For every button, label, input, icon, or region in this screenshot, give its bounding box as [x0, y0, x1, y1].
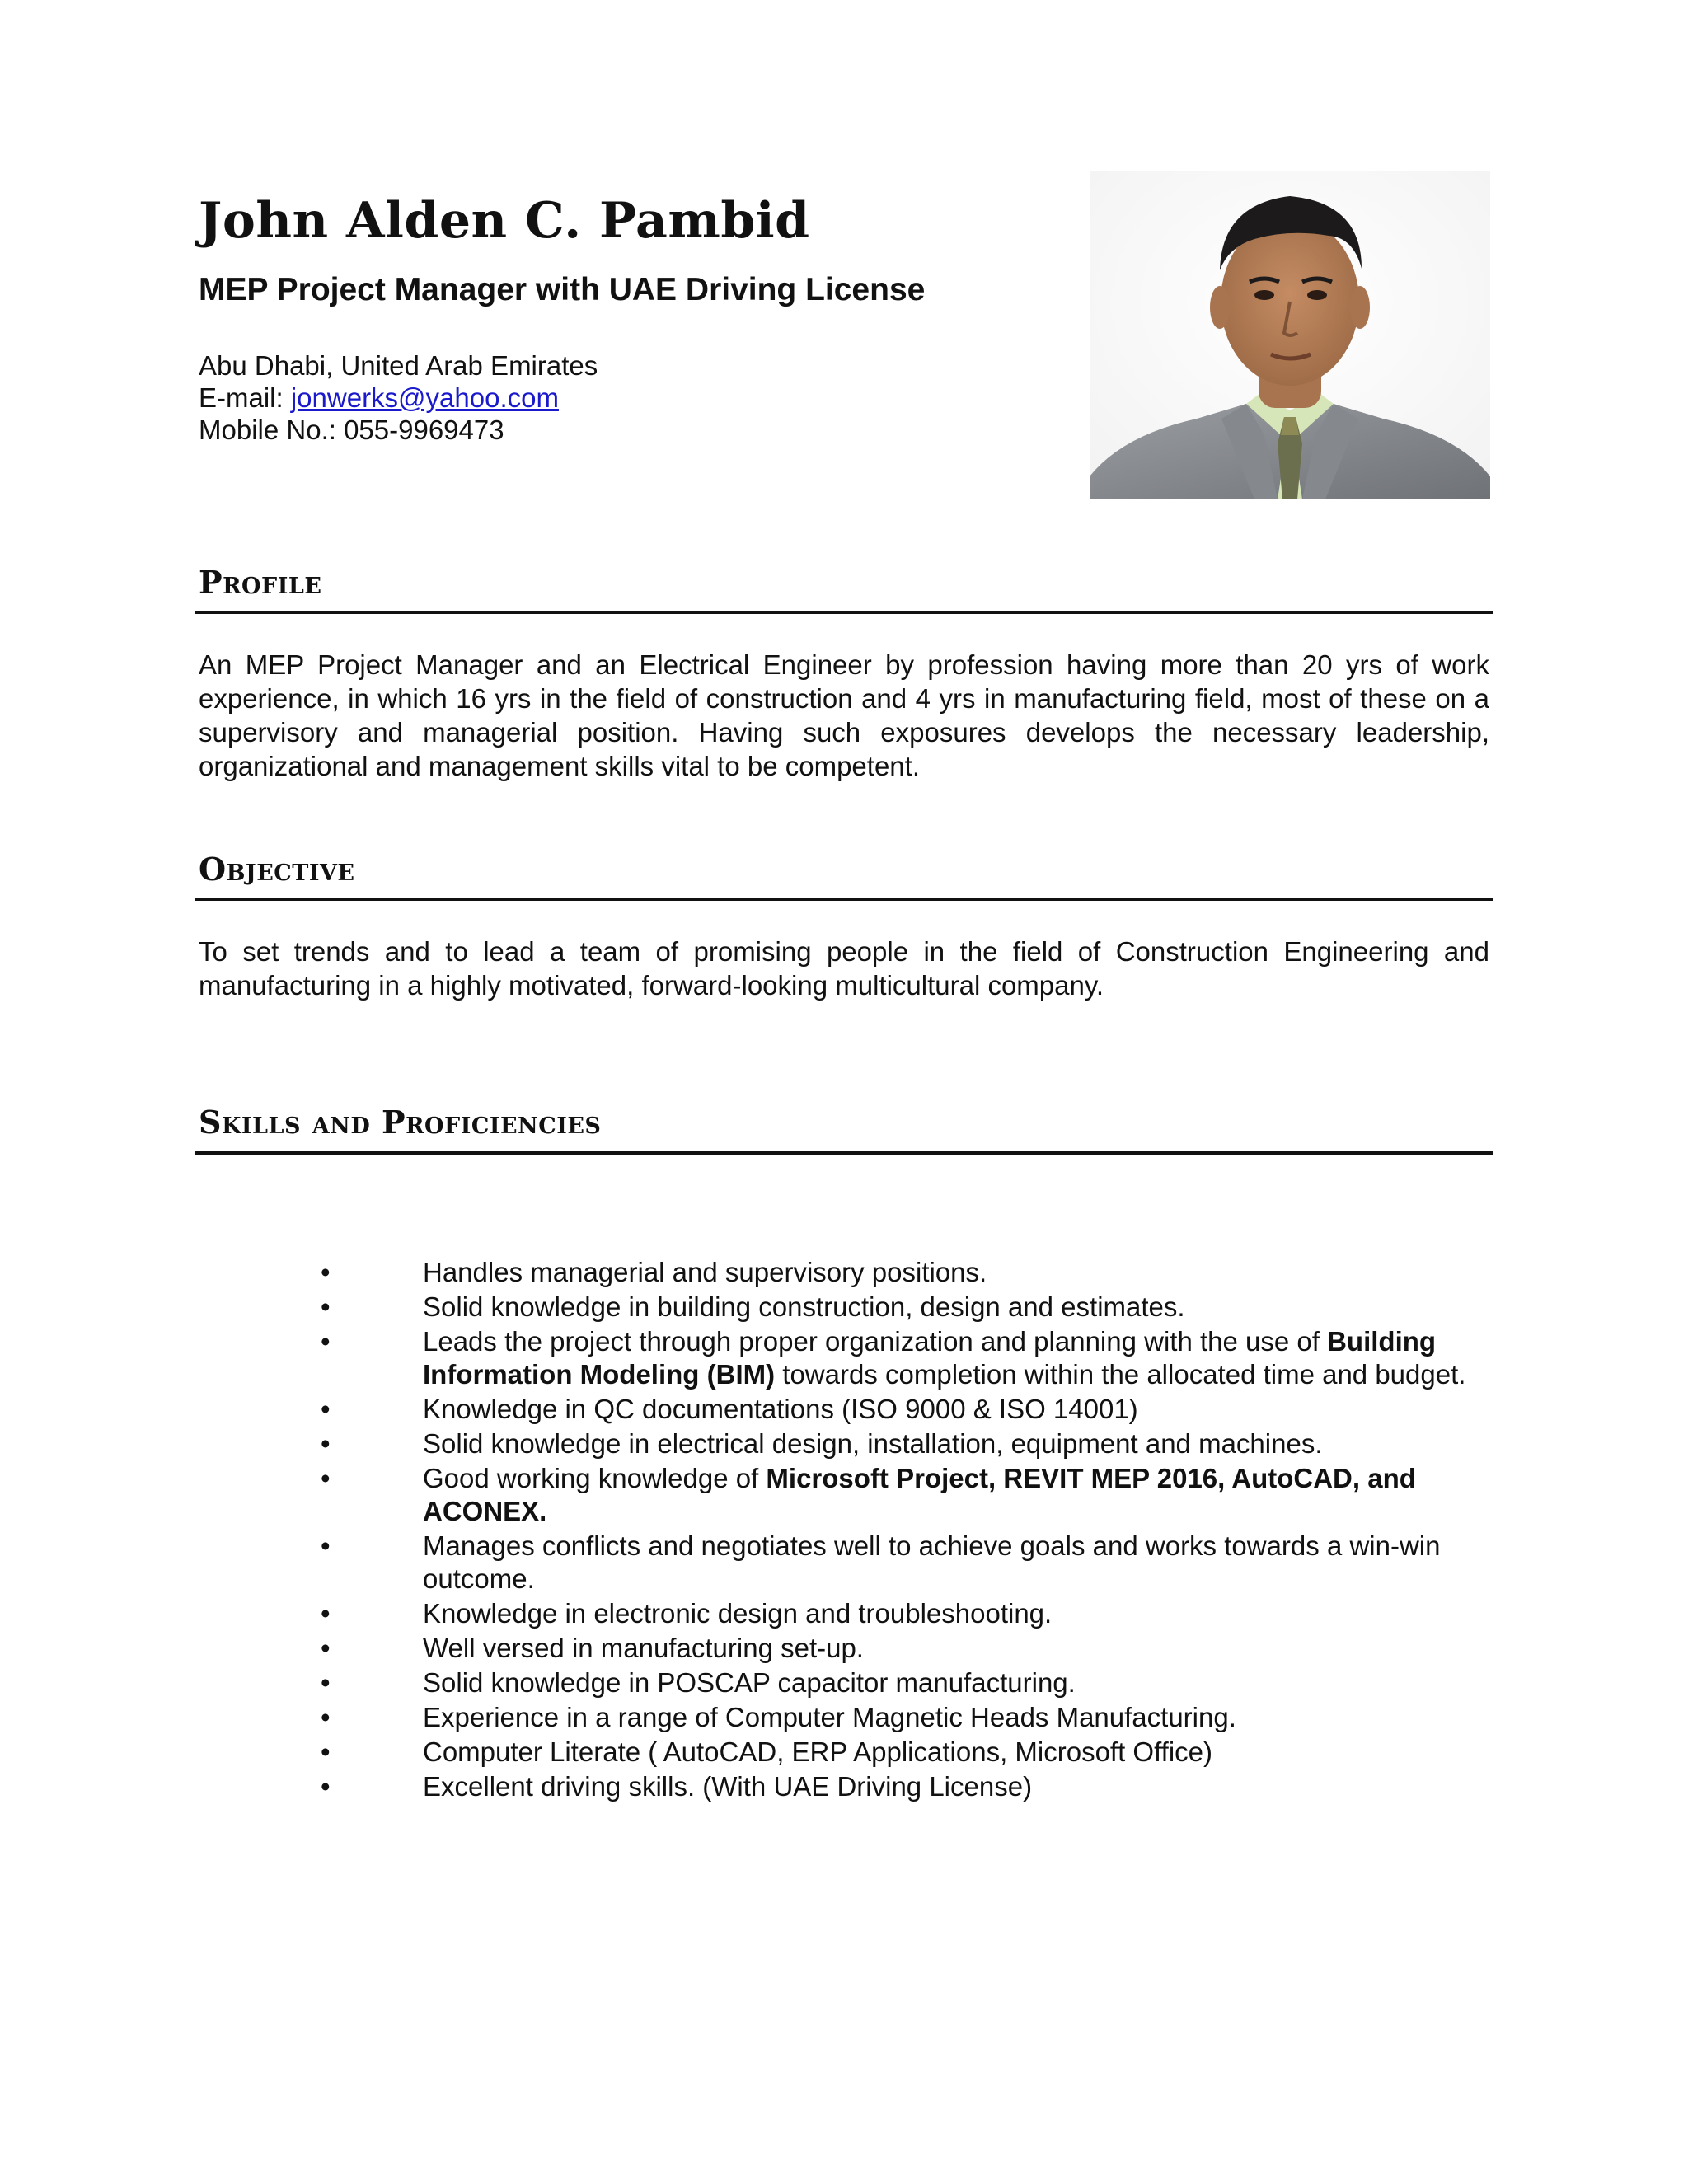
skills-divider: [195, 1151, 1493, 1155]
mobile-text: Mobile No.: 055-9969473: [199, 415, 504, 445]
skill-text: Solid knowledge in electrical design, installation, equipment and machines.: [423, 1428, 1323, 1459]
objective-heading: Objective: [199, 851, 355, 888]
profile-text: An MEP Project Manager and an Electrical Engineer by profession having more than 20 yrs of work experience, in which 16 yrs in the field of construction and 4 yrs in manufacturing field, most of these on a supervisory and managerial position. Having such exposures develops the necessary leadership, organizational and management skills vital to be competent.: [199, 649, 1489, 781]
skill-text: Experience in a range of Computer Magnetic Heads Manufacturing.: [423, 1702, 1236, 1732]
bullet-icon: •: [321, 1530, 331, 1561]
skill-text: Leads the project through proper organization and planning with the use of: [423, 1326, 1328, 1357]
bullet-icon: •: [321, 1394, 331, 1424]
skill-item: [199, 1256, 1493, 1289]
skill-item: [199, 1666, 1493, 1699]
bullet-icon: •: [321, 1257, 331, 1287]
skill-text: Well versed in manufacturing set-up.: [423, 1633, 864, 1663]
skill-item: [199, 1597, 1493, 1630]
skill-item: [199, 1530, 1493, 1596]
skill-text: Knowledge in QC documentations (ISO 9000 & ISO 14001): [423, 1394, 1138, 1424]
candidate-name: John Alden C. Pambid: [199, 192, 810, 250]
skill-text: Solid knowledge in POSCAP capacitor manufacturing.: [423, 1667, 1076, 1698]
skill-text: Manages conflicts and negotiates well to achieve goals and works towards a win-win outcome.: [423, 1530, 1441, 1594]
bullet-icon: •: [321, 1598, 331, 1629]
skill-item: [199, 1632, 1493, 1665]
email-link[interactable]: jonwerks@yahoo.com: [290, 382, 559, 413]
skill-text: Good working knowledge of: [423, 1463, 767, 1493]
email-label: E-mail:: [199, 382, 291, 413]
job-title: MEP Project Manager with UAE Driving License: [199, 272, 926, 307]
skill-item: [199, 1736, 1493, 1769]
skill-item: [199, 1770, 1493, 1803]
objective-divider: [195, 898, 1493, 901]
skill-item: [199, 1462, 1493, 1528]
bullet-icon: •: [321, 1463, 331, 1493]
profile-heading: Profile: [199, 564, 322, 601]
skill-item: [199, 1701, 1493, 1734]
skill-item: [199, 1393, 1493, 1426]
skill-text: Excellent driving skills. (With UAE Driving License): [423, 1771, 1033, 1802]
objective-text: To set trends and to lead a team of promising people in the field of Construction Engineering and manufacturing in a highly motivated, forward-looking multicultural company.: [199, 936, 1489, 1001]
profile-photo: [1090, 171, 1490, 499]
bullet-icon: •: [321, 1428, 331, 1459]
bullet-icon: •: [321, 1702, 331, 1732]
bullet-icon: •: [321, 1326, 331, 1357]
skill-item: [199, 1427, 1493, 1460]
person-portrait-icon: [1090, 171, 1490, 499]
skill-text-emphasis: Microsoft Project, REVIT MEP 2016, AutoCAD, and ACONEX.: [423, 1463, 1416, 1526]
skill-text-emphasis: Building Information Modeling (BIM): [423, 1326, 1437, 1390]
skill-text: towards completion within the allocated time and budget.: [775, 1359, 1466, 1390]
skills-list: [199, 1256, 1493, 1805]
location-text: Abu Dhabi, United Arab Emirates: [199, 350, 598, 381]
skill-item: [199, 1325, 1493, 1391]
bullet-icon: •: [321, 1736, 331, 1767]
skill-text: Solid knowledge in building construction, design and estimates.: [423, 1291, 1185, 1322]
bullet-icon: •: [321, 1291, 331, 1322]
bullet-icon: •: [321, 1633, 331, 1663]
email-line: [199, 382, 598, 414]
contact-block: [199, 349, 598, 446]
skill-text: Computer Literate ( AutoCAD, ERP Applications, Microsoft Office): [423, 1736, 1213, 1767]
skill-text: Knowledge in electronic design and troubleshooting.: [423, 1598, 1053, 1629]
skills-heading: Skills and Proficiencies: [199, 1104, 602, 1141]
skill-item: [199, 1291, 1493, 1324]
profile-divider: [195, 611, 1493, 614]
skill-text: Handles managerial and supervisory positions.: [423, 1257, 987, 1287]
bullet-icon: •: [321, 1667, 331, 1698]
bullet-icon: •: [321, 1771, 331, 1802]
